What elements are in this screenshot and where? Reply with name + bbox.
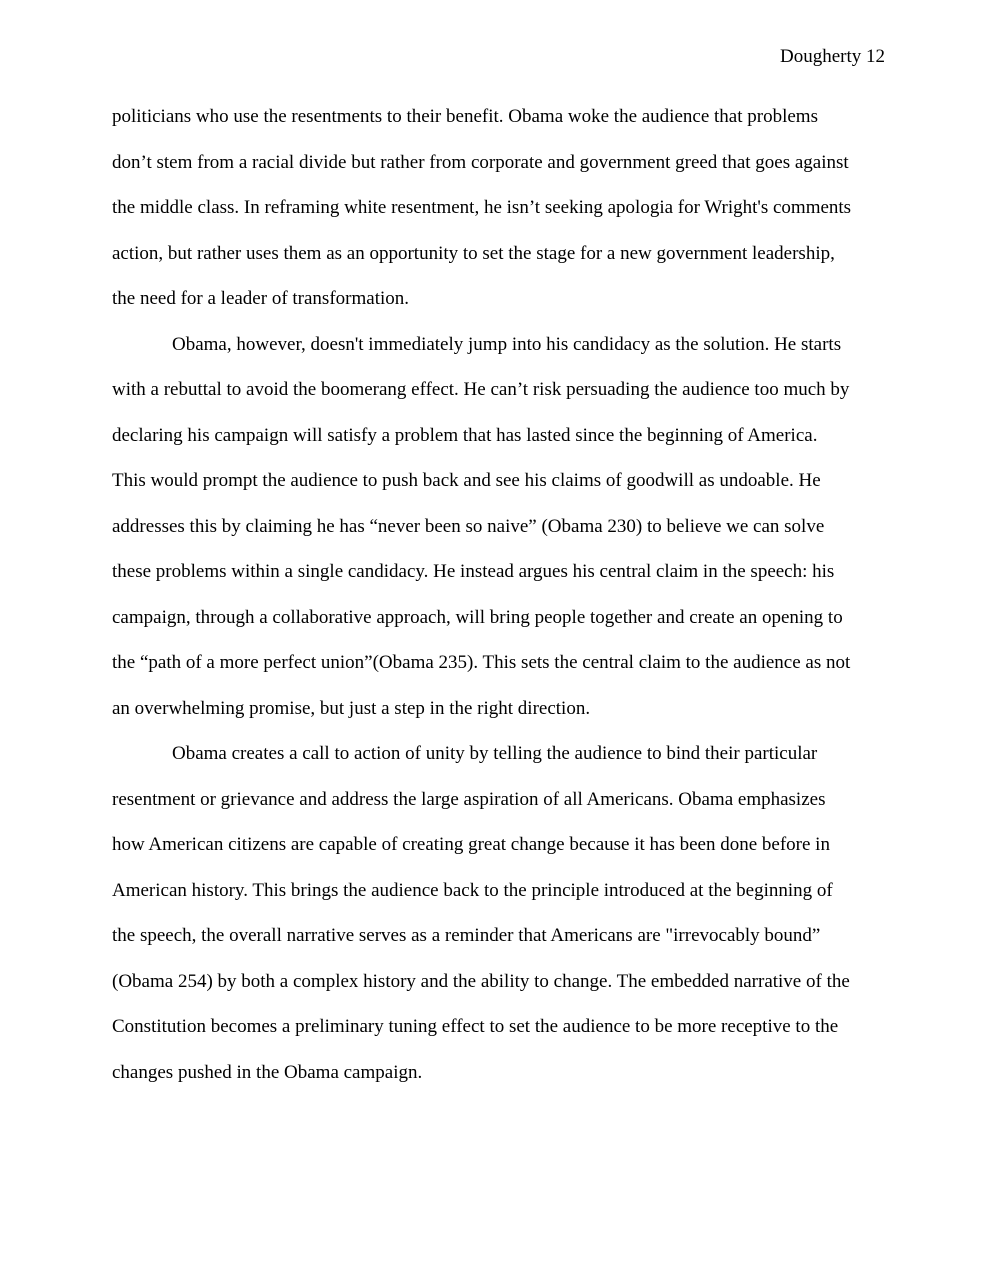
body-line: Obama, however, doesn't immediately jump into his candidacy as the solution. He starts	[172, 334, 842, 355]
body-line: the “path of a more perfect union”(Obama 235). This sets the central claim to the audience as not	[112, 652, 851, 673]
body-line: action, but rather uses them as an opportunity to set the stage for a new government leadership,	[112, 243, 835, 264]
body-line: an overwhelming promise, but just a step in the right direction.	[112, 698, 591, 719]
body-line: addresses this by claiming he has “never been so naive” (Obama 230) to believe we can solve	[112, 516, 825, 537]
body-line: Constitution becomes a preliminary tuning effect to set the audience to be more receptive to the	[112, 1016, 839, 1037]
body-line: don’t stem from a racial divide but rather from corporate and government greed that goes against	[112, 152, 849, 173]
body-line: changes pushed in the Obama campaign.	[112, 1062, 423, 1083]
body-line: with a rebuttal to avoid the boomerang effect. He can’t risk persuading the audience too much by	[112, 379, 850, 400]
body-line: these problems within a single candidacy. He instead argues his central claim in the speech: his	[112, 561, 835, 582]
body-line: resentment or grievance and address the large aspiration of all Americans. Obama emphasizes	[112, 789, 826, 810]
body-line: declaring his campaign will satisfy a problem that has lasted since the beginning of America.	[112, 425, 818, 446]
body-line: This would prompt the audience to push back and see his claims of goodwill as undoable. He	[112, 470, 821, 491]
body-line: the speech, the overall narrative serves as a reminder that Americans are "irrevocably bound”	[112, 925, 821, 946]
body-line: American history. This brings the audience back to the principle introduced at the beginning of	[112, 880, 833, 901]
running-head: Dougherty 12	[779, 46, 885, 67]
body-line: campaign, through a collaborative approach, will bring people together and create an opening to	[112, 607, 843, 628]
body-line: the middle class. In reframing white resentment, he isn’t seeking apologia for Wright's comments	[112, 197, 852, 218]
body-line: Obama creates a call to action of unity by telling the audience to bind their particular	[172, 743, 818, 764]
body-line: the need for a leader of transformation.	[112, 288, 410, 309]
body-line: how American citizens are capable of creating great change because it has been done before in	[112, 834, 830, 855]
body-line: (Obama 254) by both a complex history and the ability to change. The embedded narrative of the	[112, 971, 850, 992]
body-line: politicians who use the resentments to their benefit. Obama woke the audience that problems	[112, 106, 818, 127]
